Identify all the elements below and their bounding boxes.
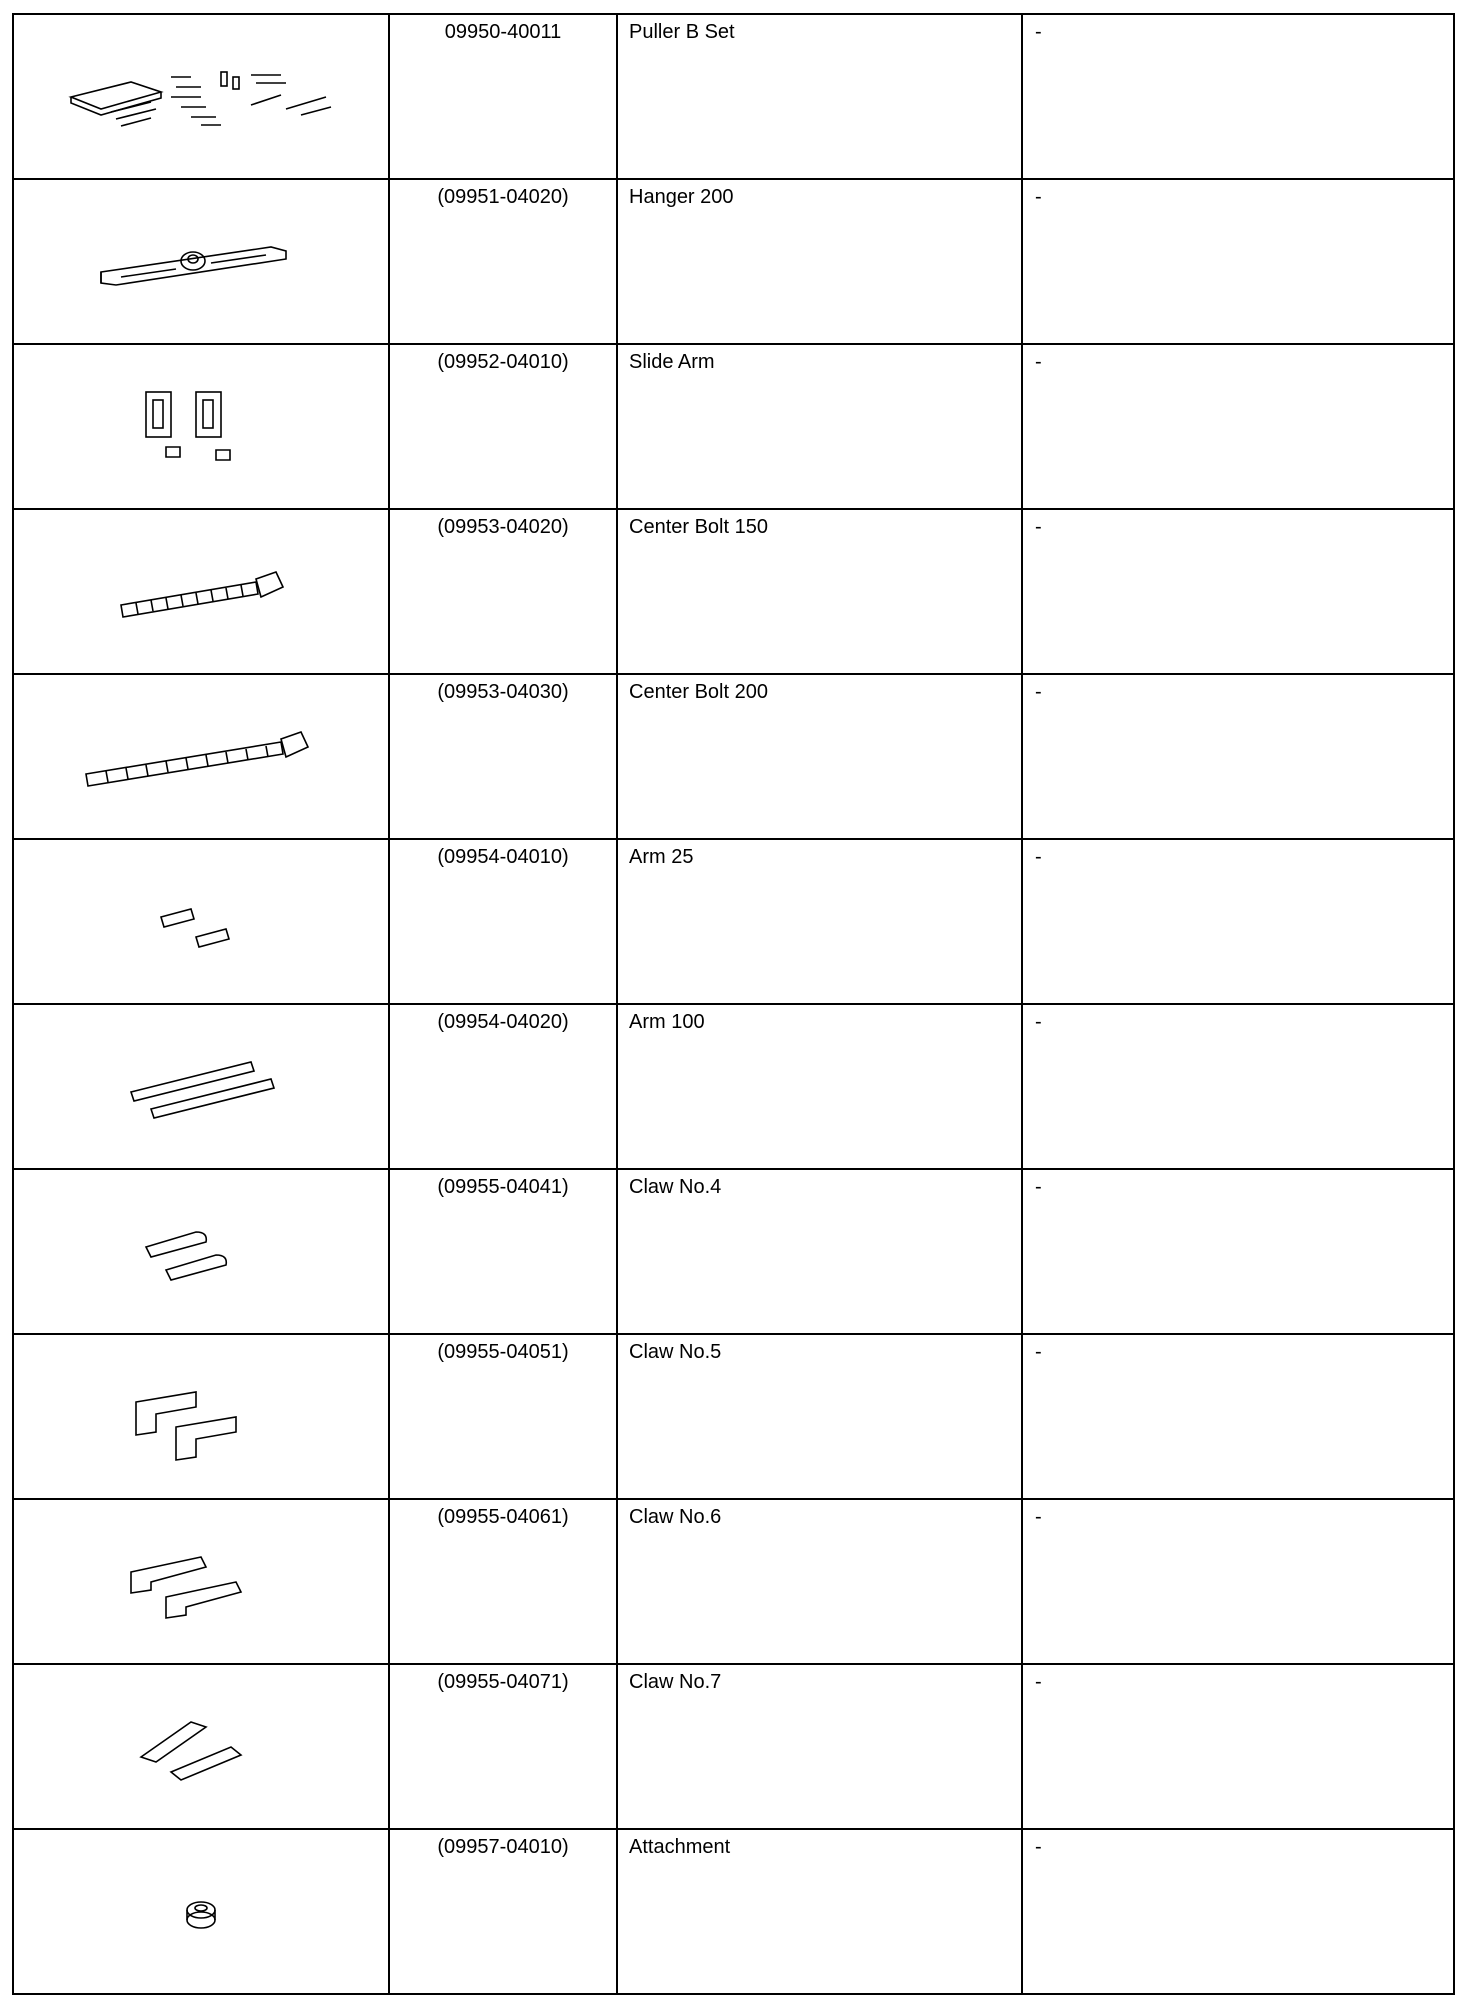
center-bolt-icon <box>14 557 388 627</box>
table-row <box>13 1499 1454 1664</box>
special-tools-table <box>12 13 1455 1995</box>
table-row <box>13 1004 1454 1169</box>
part-number: (09953-04030) <box>389 674 617 839</box>
note: - <box>1022 1829 1454 1994</box>
hanger-icon <box>14 227 388 297</box>
tool-name: Arm 100 <box>617 1004 1022 1169</box>
claw-4-icon <box>14 1212 388 1292</box>
arm-long-icon <box>14 1047 388 1127</box>
table-row <box>13 344 1454 509</box>
claw-7-icon <box>14 1702 388 1792</box>
part-number: (09954-04020) <box>389 1004 617 1169</box>
table-row <box>13 179 1454 344</box>
tool-name: Center Bolt 200 <box>617 674 1022 839</box>
note: - <box>1022 1664 1454 1829</box>
tool-illustration-cell <box>13 1664 389 1829</box>
note: - <box>1022 1004 1454 1169</box>
part-number: (09955-04051) <box>389 1334 617 1499</box>
slide-arm-icon <box>14 382 388 472</box>
note: - <box>1022 14 1454 179</box>
arm-short-icon <box>14 887 388 957</box>
note: - <box>1022 1169 1454 1334</box>
part-number: (09952-04010) <box>389 344 617 509</box>
tool-illustration-cell <box>13 179 389 344</box>
note: - <box>1022 179 1454 344</box>
table-row <box>13 509 1454 674</box>
table-row <box>13 1829 1454 1994</box>
tool-illustration-cell <box>13 674 389 839</box>
tool-illustration-cell <box>13 839 389 1004</box>
table-row <box>13 839 1454 1004</box>
table-row <box>13 1334 1454 1499</box>
part-number: (09957-04010) <box>389 1829 617 1994</box>
part-number: (09955-04071) <box>389 1664 617 1829</box>
claw-5-icon <box>14 1372 388 1462</box>
tool-illustration-cell <box>13 1499 389 1664</box>
part-number: (09955-04041) <box>389 1169 617 1334</box>
note: - <box>1022 344 1454 509</box>
note: - <box>1022 1334 1454 1499</box>
tool-name: Attachment <box>617 1829 1022 1994</box>
part-number: (09953-04020) <box>389 509 617 674</box>
part-number: 09950-40011 <box>389 14 617 179</box>
tool-name: Claw No.4 <box>617 1169 1022 1334</box>
tool-name: Puller B Set <box>617 14 1022 179</box>
table-row <box>13 1169 1454 1334</box>
tool-name: Arm 25 <box>617 839 1022 1004</box>
note: - <box>1022 1499 1454 1664</box>
claw-6-icon <box>14 1537 388 1627</box>
tool-name: Claw No.7 <box>617 1664 1022 1829</box>
tool-illustration-cell <box>13 1004 389 1169</box>
tool-illustration-cell <box>13 1334 389 1499</box>
part-number: (09954-04010) <box>389 839 617 1004</box>
part-number: (09951-04020) <box>389 179 617 344</box>
note: - <box>1022 839 1454 1004</box>
tool-name: Center Bolt 150 <box>617 509 1022 674</box>
puller-set-icon <box>14 57 388 137</box>
tool-illustration-cell <box>13 509 389 674</box>
note: - <box>1022 674 1454 839</box>
center-bolt-long-icon <box>14 722 388 792</box>
note: - <box>1022 509 1454 674</box>
tool-illustration-cell <box>13 344 389 509</box>
tool-name: Hanger 200 <box>617 179 1022 344</box>
table-row <box>13 1664 1454 1829</box>
tool-name: Claw No.6 <box>617 1499 1022 1664</box>
table-row <box>13 674 1454 839</box>
table-row <box>13 14 1454 179</box>
tool-illustration-cell <box>13 14 389 179</box>
part-number: (09955-04061) <box>389 1499 617 1664</box>
tool-illustration-cell <box>13 1169 389 1334</box>
tool-name: Claw No.5 <box>617 1334 1022 1499</box>
attachment-icon <box>14 1882 388 1942</box>
tool-name: Slide Arm <box>617 344 1022 509</box>
tool-illustration-cell <box>13 1829 389 1994</box>
